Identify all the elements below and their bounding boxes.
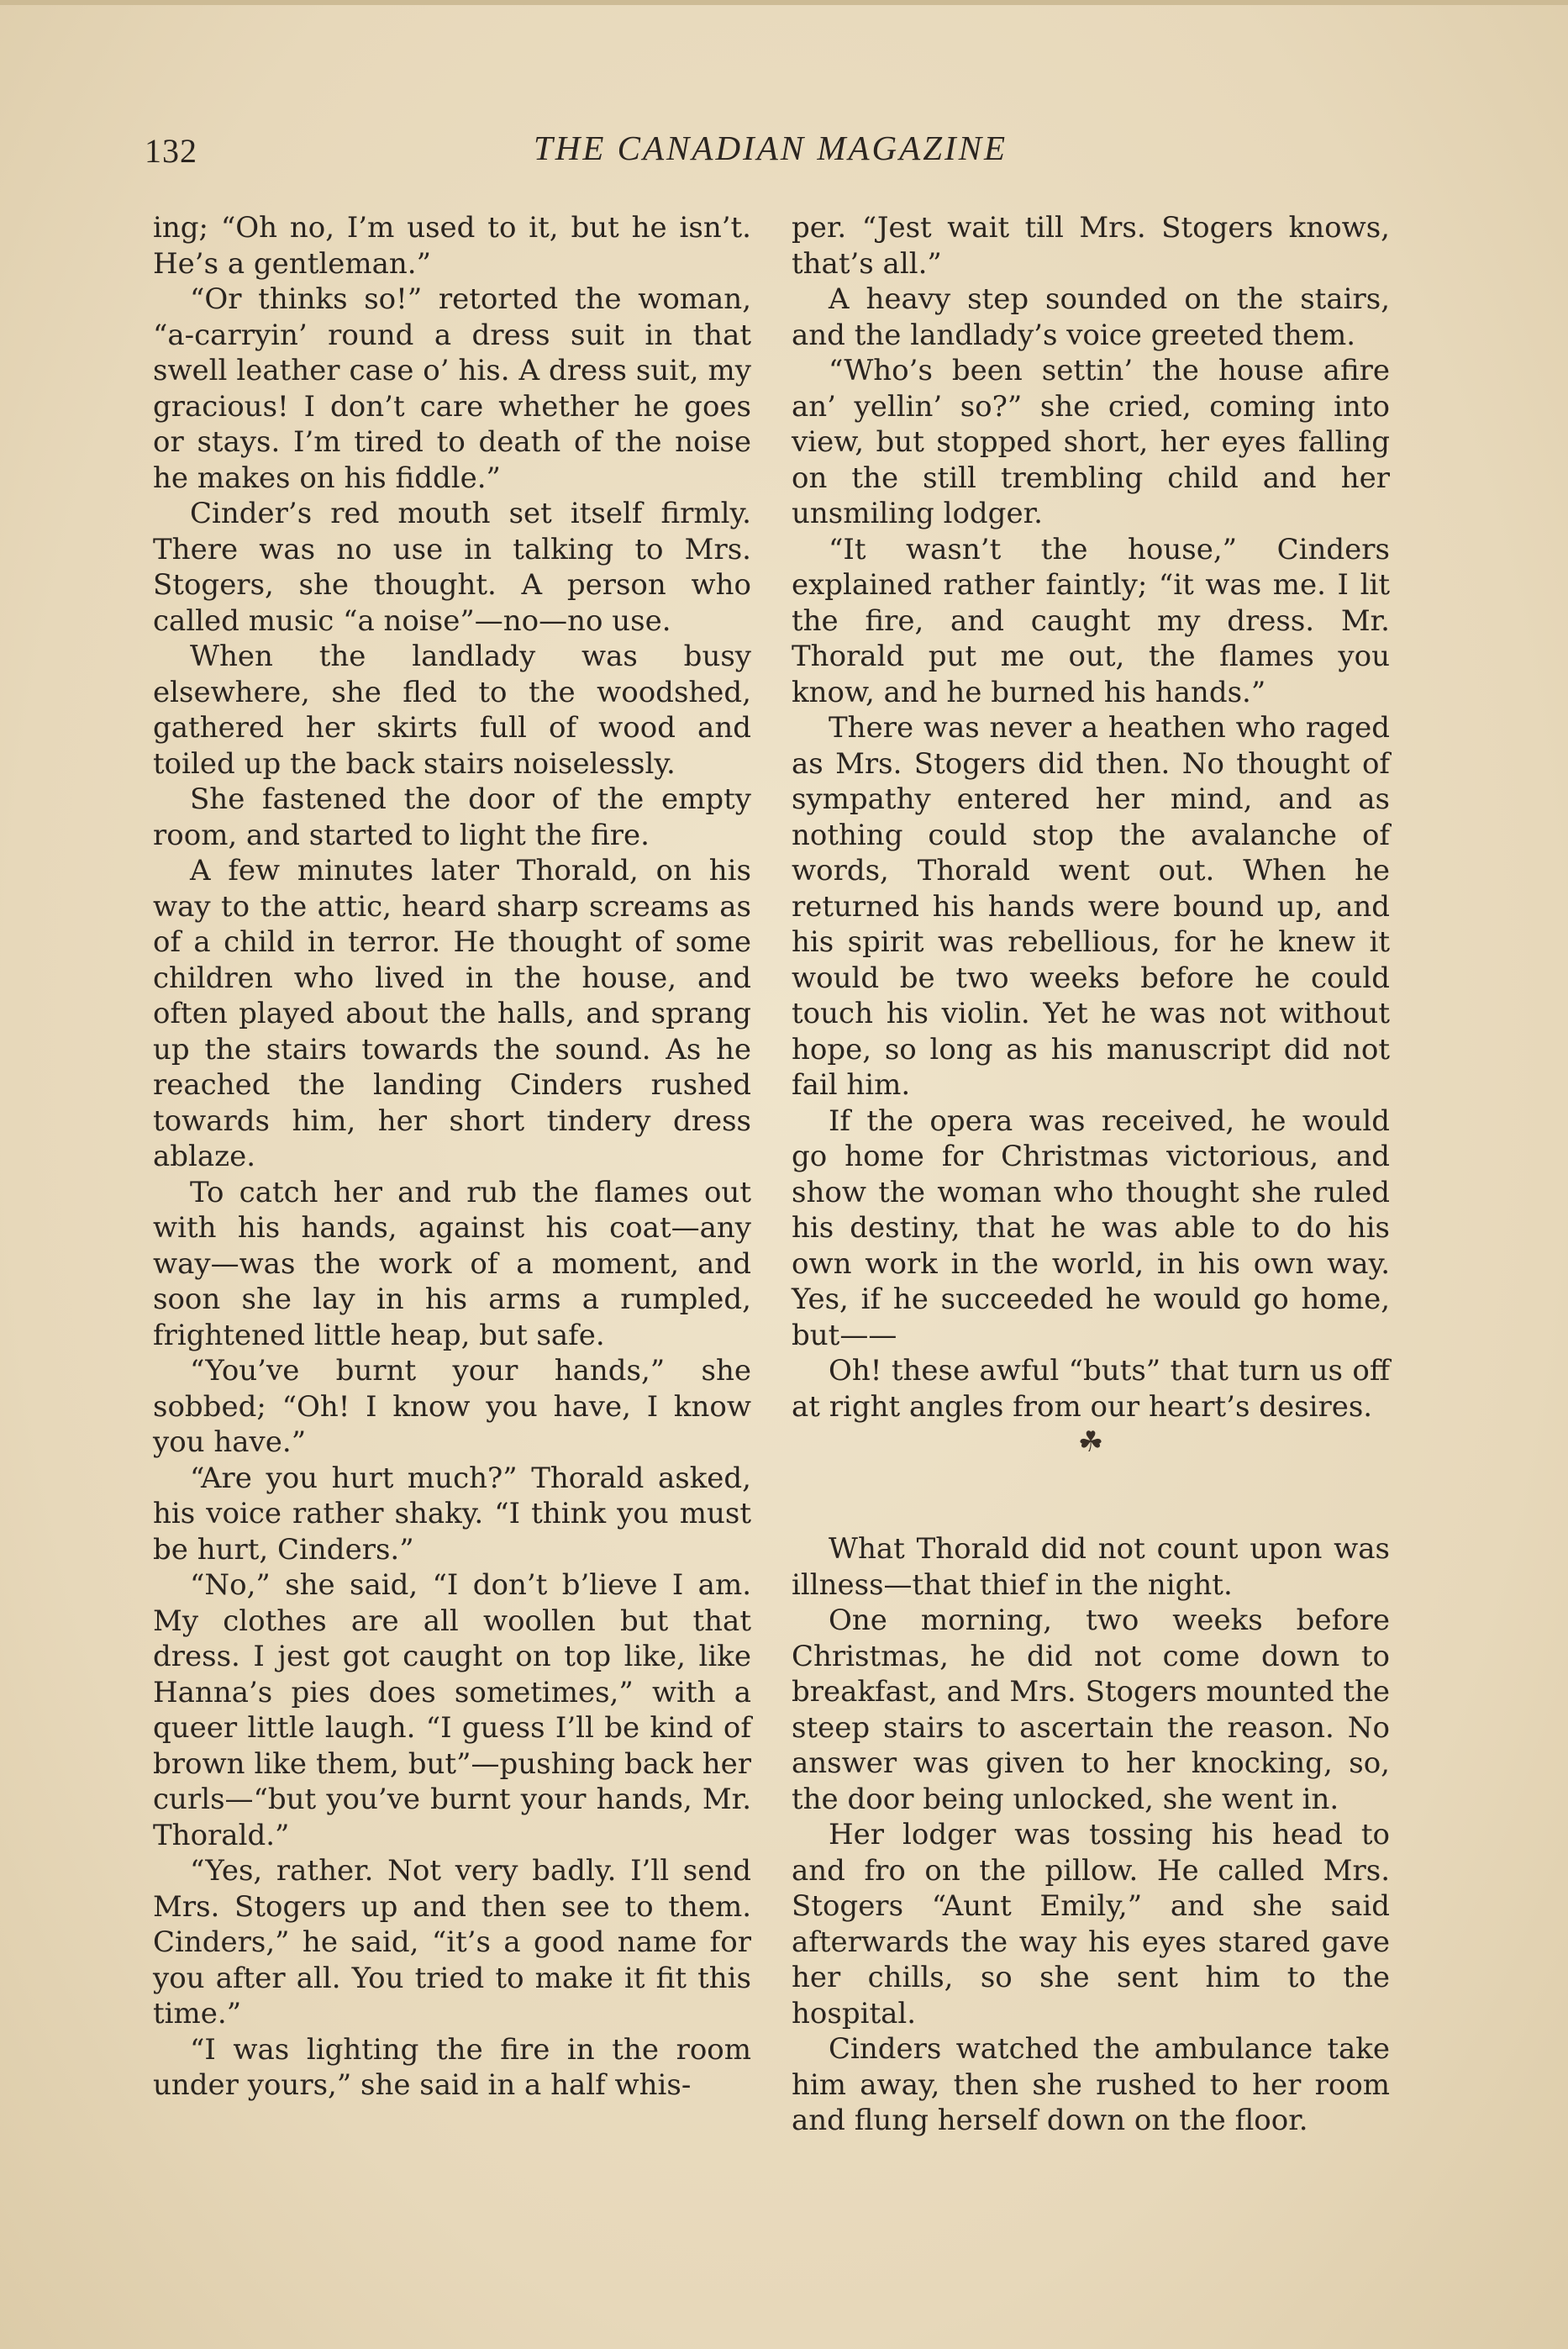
section-break-ornament-icon: ☘ (1077, 1425, 1104, 1459)
paragraph: What Thorald did not count upon was illness—that thief in the night. (792, 1532, 1390, 1602)
paragraph: per. “Jest wait till Mrs. Stogers knows, that’s all.” (792, 211, 1390, 281)
paragraph: If the opera was received, he would go home for Christmas victorious, and show the woman who thought she ruled his destiny, that he was able to do his own work in the world, in his own way. Yes, if he succeeded he would go home, but—— (792, 1103, 1390, 1352)
paragraph: Her lodger was tossing his head to and fro on the pillow. He called Mrs. Stogers “Aunt Emily,” and she said afterwards the way his eyes stared gave her chills, so she sent him to the hospital. (792, 1818, 1390, 2030)
running-title: THE CANADIAN MAGAZINE (533, 129, 1008, 167)
paragraph: “Yes, rather. Not very badly. I’ll send Mrs. Stogers up and then see to them. Cinders,” he said, “it’s a good name for you after all. You tried to make it fit this time.” (153, 1854, 751, 2030)
paragraph: She fastened the door of the empty room, and started to light the fire. (153, 782, 751, 852)
paragraph: “It wasn’t the house,” Cinders explained rather faintly; “it was me. I lit the fire, and caught my dress. Mr. Thorald put me out, the flames you know, and he burned his hands.” (792, 532, 1390, 709)
paragraph: Cinder’s red mouth set itself firmly. There was no use in talking to Mrs. Stogers, she thought. A person who called music “a noise”—no—no use. (153, 497, 751, 638)
left-column (153, 210, 751, 2104)
paragraph: One morning, two weeks before Christmas, he did not come down to breakfast, and Mrs. Stogers mounted the steep stairs to ascertain the reason. No answer was given to her knocking, so, the door being unlocked, she went in. (792, 1604, 1390, 1816)
paragraph: A heavy step sounded on the stairs, and the landlady’s voice greeted them. (792, 282, 1390, 352)
paragraph: ing; “Oh no, I’m used to it, but he isn’t. He’s a gentleman.” (153, 211, 751, 281)
paragraph: Oh! these awful “buts” that turn us off at right angles from our heart’s desires. (792, 1354, 1390, 1424)
right-column (792, 210, 1390, 2139)
paragraph: A few minutes later Thorald, on his way to the attic, heard sharp screams as of a child in terror. He thought of some children who lived in the house, and often played about the halls, and sprang up the stairs towards the sound. As he reached the landing Cinders rushed towards him, her short tindery dress ablaze. (153, 854, 751, 1173)
paragraph: Cinders watched the ambulance take him away, then she rushed to her room and flung herself down on the floor. (792, 2032, 1390, 2137)
paragraph: There was never a heathen who raged as Mrs. Stogers did then. No thought of sympathy entered her mind, and as nothing could stop the avalanche of words, Thorald went out. When he returned his hands were bound up, and his spirit was rebellious, for he knew it would be two weeks before he could touch his violin. Yet he was not without hope, so long as his manuscript did not fail him. (792, 711, 1390, 1102)
paragraph: “I was lighting the fire in the room under yours,” she said in a half whis- (153, 2032, 751, 2102)
paragraph: “Or thinks so!” retorted the woman, “a-carryin’ round a dress suit in that swell leather case o’ his. A dress suit, my gracious! I don’t care whether he goes or stays. I’m tired to death of the noise he makes on his fiddle.” (153, 282, 751, 495)
paragraph: To catch her and rub the flames out with his hands, against his coat—any way—was the work of a moment, and soon she lay in his arms a rumpled, frightened little heap, but safe. (153, 1175, 751, 1352)
page-header (145, 128, 1397, 178)
paragraph: “You’ve burnt your hands,” she sobbed; “Oh! I know you have, I know you have.” (153, 1354, 751, 1459)
paragraph: “Who’s been settin’ the house afire an’ yellin’ so?” she cried, coming into view, but stopped short, her eyes falling on the still trembling child and her unsmiling lodger. (792, 354, 1390, 530)
paragraph: “No,” she said, “I don’t b’lieve I am. My clothes are all woollen but that dress. I jest got caught on top like, like Hanna’s pies does sometimes,” with a queer little laugh. “I guess I’ll be kind of brown like them, but”—pushing back her curls—“but you’ve burnt your hands, Mr. Thorald.” (153, 1568, 751, 1852)
paragraph: When the landlady was busy elsewhere, she fled to the woodshed, gathered her skirts full of wood and toiled up the back stairs noiselessly. (153, 640, 751, 781)
paragraph: “Are you hurt much?” Thorald asked, his voice rather shaky. “I think you must be hurt, Cinders.” (153, 1461, 751, 1567)
page-number: 132 (145, 132, 197, 170)
page-top-edge (0, 0, 1568, 5)
